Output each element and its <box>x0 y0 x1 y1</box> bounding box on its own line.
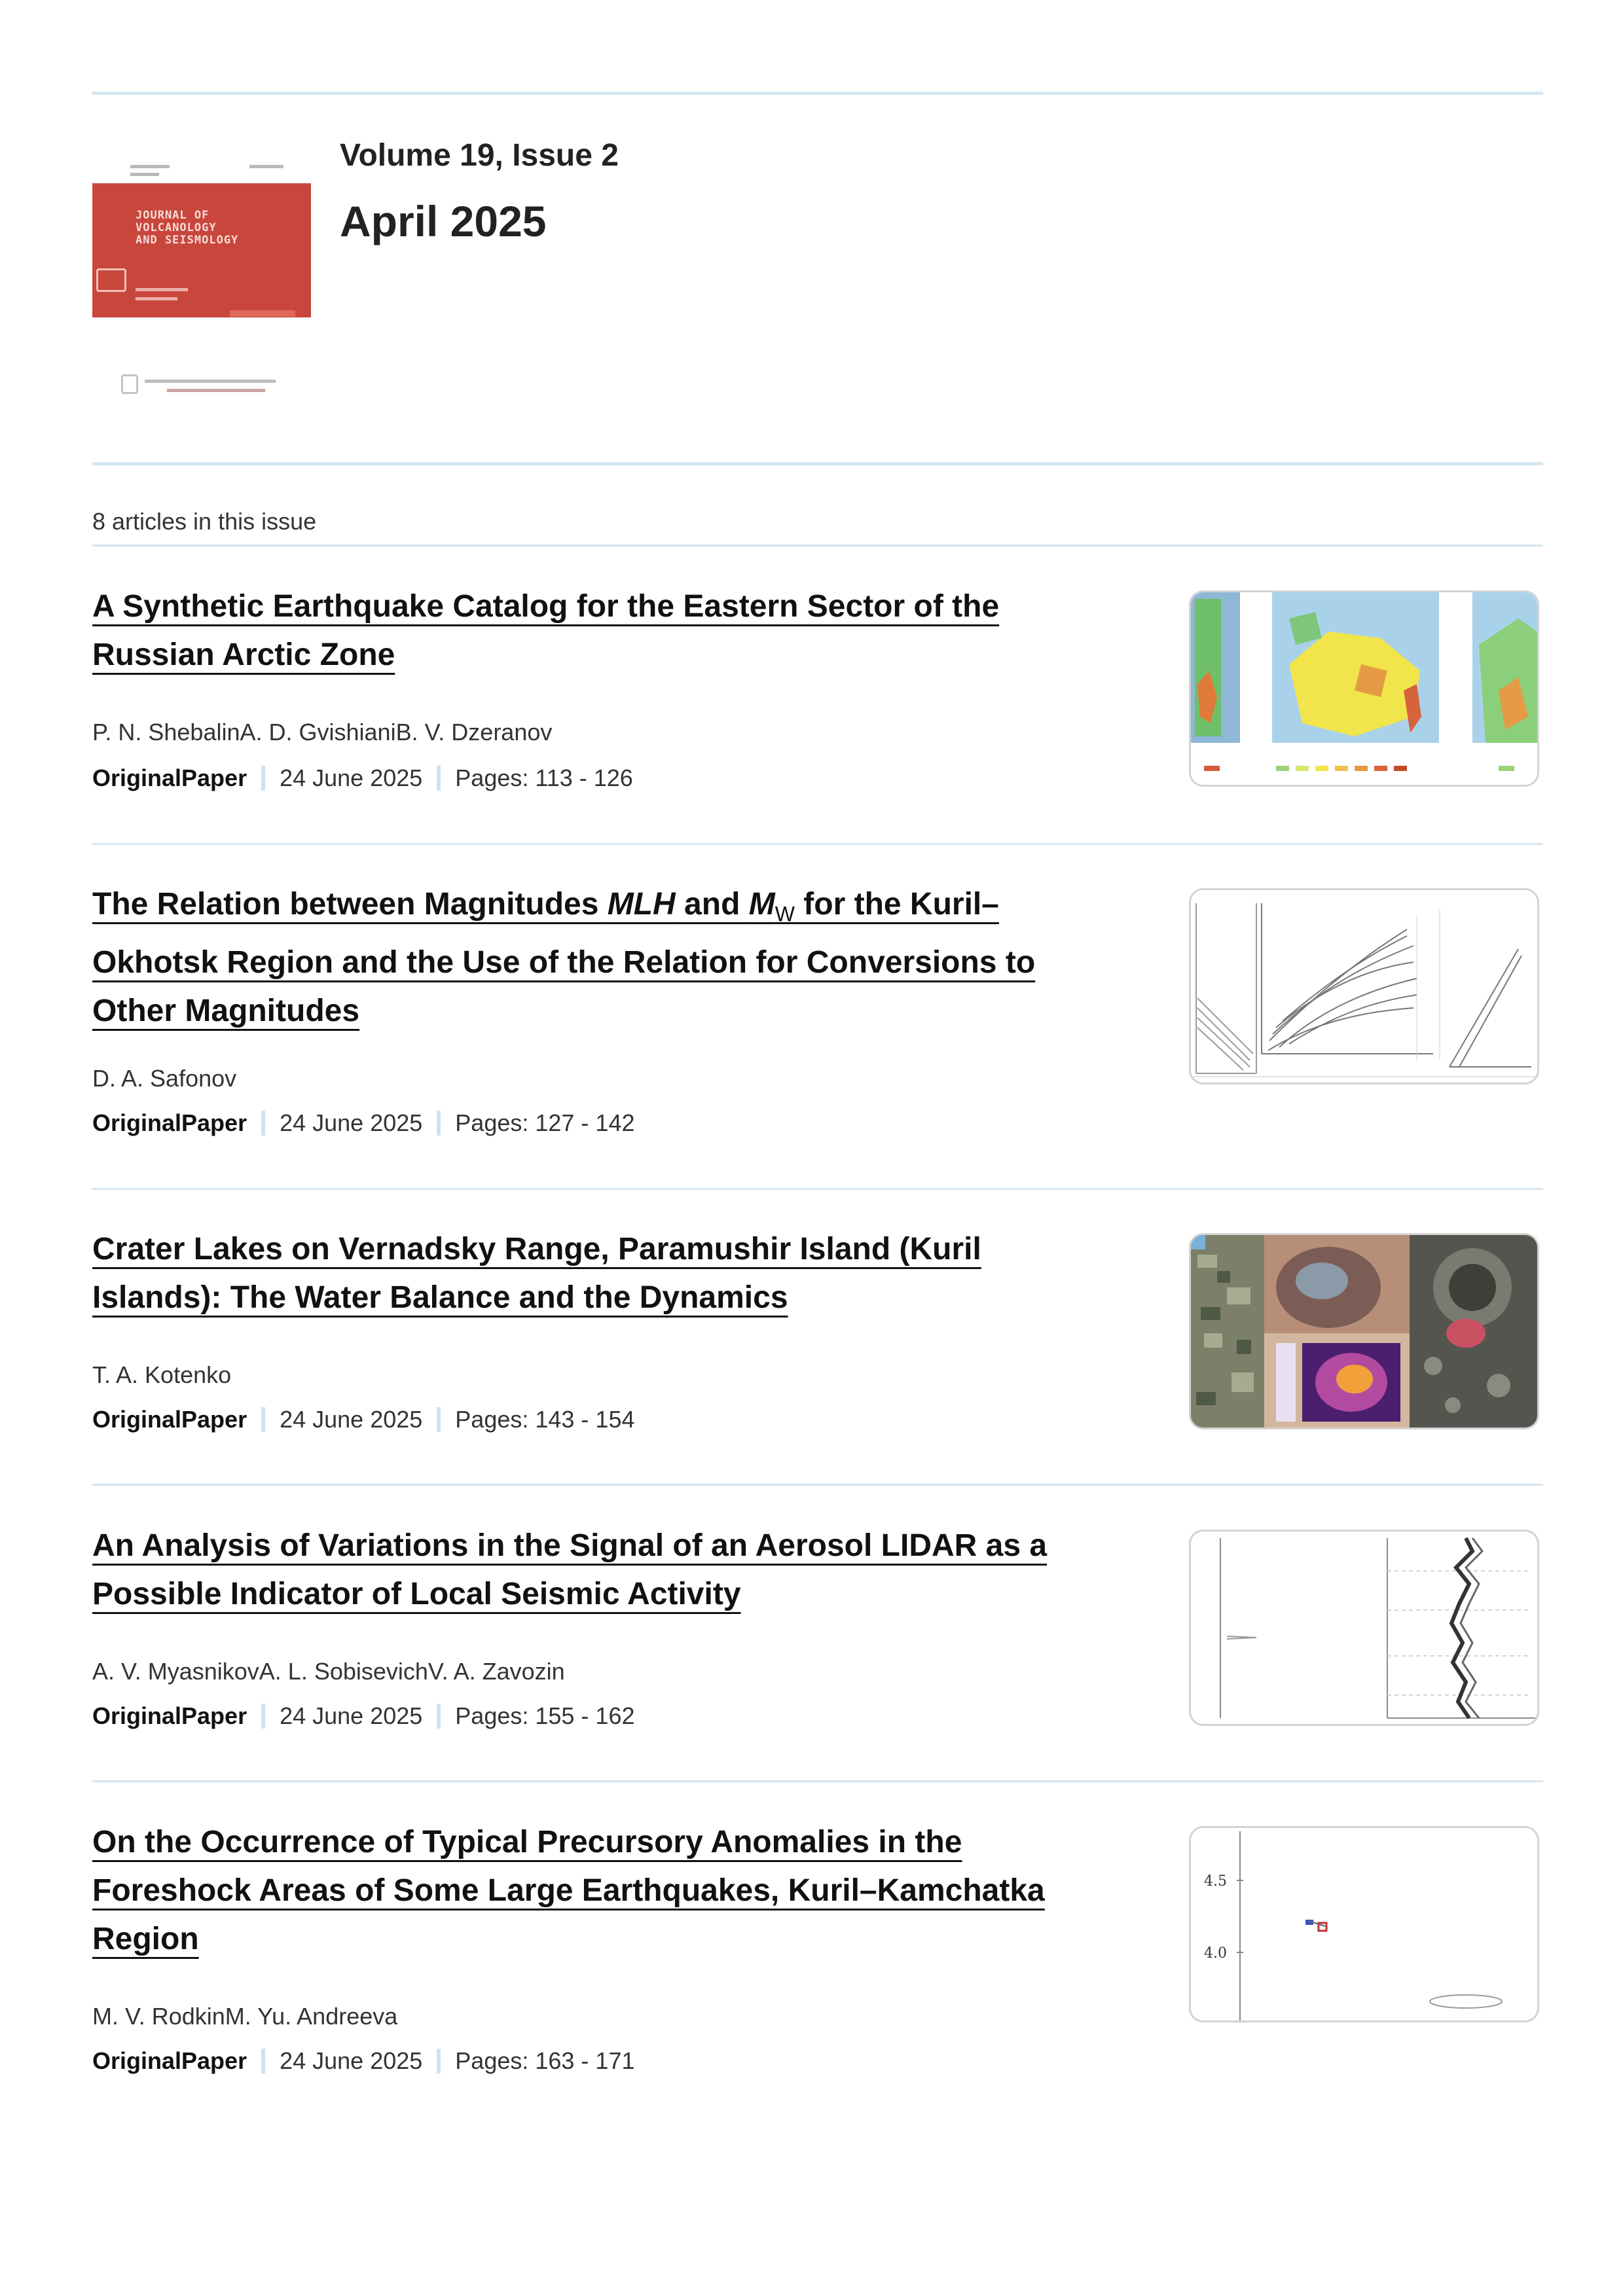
list-divider <box>92 843 1543 845</box>
cover-red-panel <box>92 183 311 317</box>
article-authors: P. N. ShebalinA. D. GvishianiB. V. Dzeranov <box>92 719 553 745</box>
article-meta <box>92 1702 634 1730</box>
article-count: 8 articles in this issue <box>92 508 317 535</box>
cover-title: JOURNAL OF VOLCANOLOGY AND SEISMOLOGY <box>136 209 239 247</box>
article-pages: Pages: 155 - 162 <box>455 1702 635 1729</box>
article-date: 24 June 2025 <box>280 1406 423 1433</box>
article-type: OriginalPaper <box>92 1109 247 1136</box>
article-authors: M. V. RodkinM. Yu. Andreeva <box>92 2003 398 2030</box>
article-date: 24 June 2025 <box>280 764 423 791</box>
header-divider <box>92 462 1543 465</box>
article-title[interactable]: On the Occurrence of Typical Precursory Anomalies in the Foreshock Areas of Some Large Earthquakes, Kuril–Kamchatka Region <box>92 1825 1045 1956</box>
article-title[interactable]: The Relation between Magnitudes MLH and $M_W$ for the Kuril–Okhotsk Region and the Use of the Relation for Conversions to Other Magnitudes <box>92 887 1036 1028</box>
article-pages: Pages: 143 - 154 <box>455 1406 635 1433</box>
tick-label: 4.5 <box>1204 1873 1227 1890</box>
article-authors: D. A. Safonov <box>92 1065 237 1092</box>
article-authors: T. A. Kotenko <box>92 1361 232 1388</box>
top-divider <box>92 92 1543 95</box>
article-date: 24 June 2025 <box>280 1109 423 1136</box>
satellite-thumbnail[interactable] <box>1189 1233 1539 1429</box>
article-meta <box>92 2047 634 2075</box>
article-type: OriginalPaper <box>92 2047 247 2074</box>
map-thumbnail[interactable] <box>1189 590 1539 787</box>
list-divider <box>92 1484 1543 1486</box>
article-type: OriginalPaper <box>92 1406 247 1433</box>
article-title[interactable]: A Synthetic Earthquake Catalog for the Eastern Sector of the Russian Arctic Zone <box>92 589 1000 672</box>
article-pages: Pages: 127 - 142 <box>455 1109 635 1136</box>
article-pages: Pages: 163 - 171 <box>455 2047 635 2074</box>
article-meta <box>92 764 633 792</box>
tick-label: 4.0 <box>1204 1945 1227 1962</box>
article-pages: Pages: 113 - 126 <box>455 764 633 791</box>
article-meta <box>92 1406 634 1433</box>
list-divider <box>92 1188 1543 1190</box>
article-date: 24 June 2025 <box>280 2047 423 2074</box>
list-divider <box>92 1780 1543 1782</box>
article-title[interactable]: An Analysis of Variations in the Signal of an Aerosol LIDAR as a Possible Indicator of Local Seismic Activity <box>92 1528 1048 1611</box>
article-type: OriginalPaper <box>92 1702 247 1729</box>
list-divider <box>92 545 1543 547</box>
article-meta <box>92 1109 634 1137</box>
signal-thumbnail[interactable] <box>1189 1530 1539 1726</box>
graph-thumbnail[interactable] <box>1189 888 1539 1085</box>
publisher-logo <box>121 374 285 398</box>
scatter-thumbnail[interactable] <box>1189 1826 1539 2022</box>
issue-date: April 2025 <box>340 197 547 245</box>
article-authors: A. V. MyasnikovA. L. SobisevichV. A. Zavozin <box>92 1658 565 1685</box>
issue-volume: Volume 19, Issue 2 <box>340 138 619 173</box>
article-date: 24 June 2025 <box>280 1702 423 1729</box>
article-title[interactable]: Crater Lakes on Vernadsky Range, Paramushir Island (Kuril Islands): The Water Balance and the Dynamics <box>92 1232 981 1315</box>
journal-cover-image[interactable] <box>92 137 311 425</box>
article-type: OriginalPaper <box>92 764 247 791</box>
